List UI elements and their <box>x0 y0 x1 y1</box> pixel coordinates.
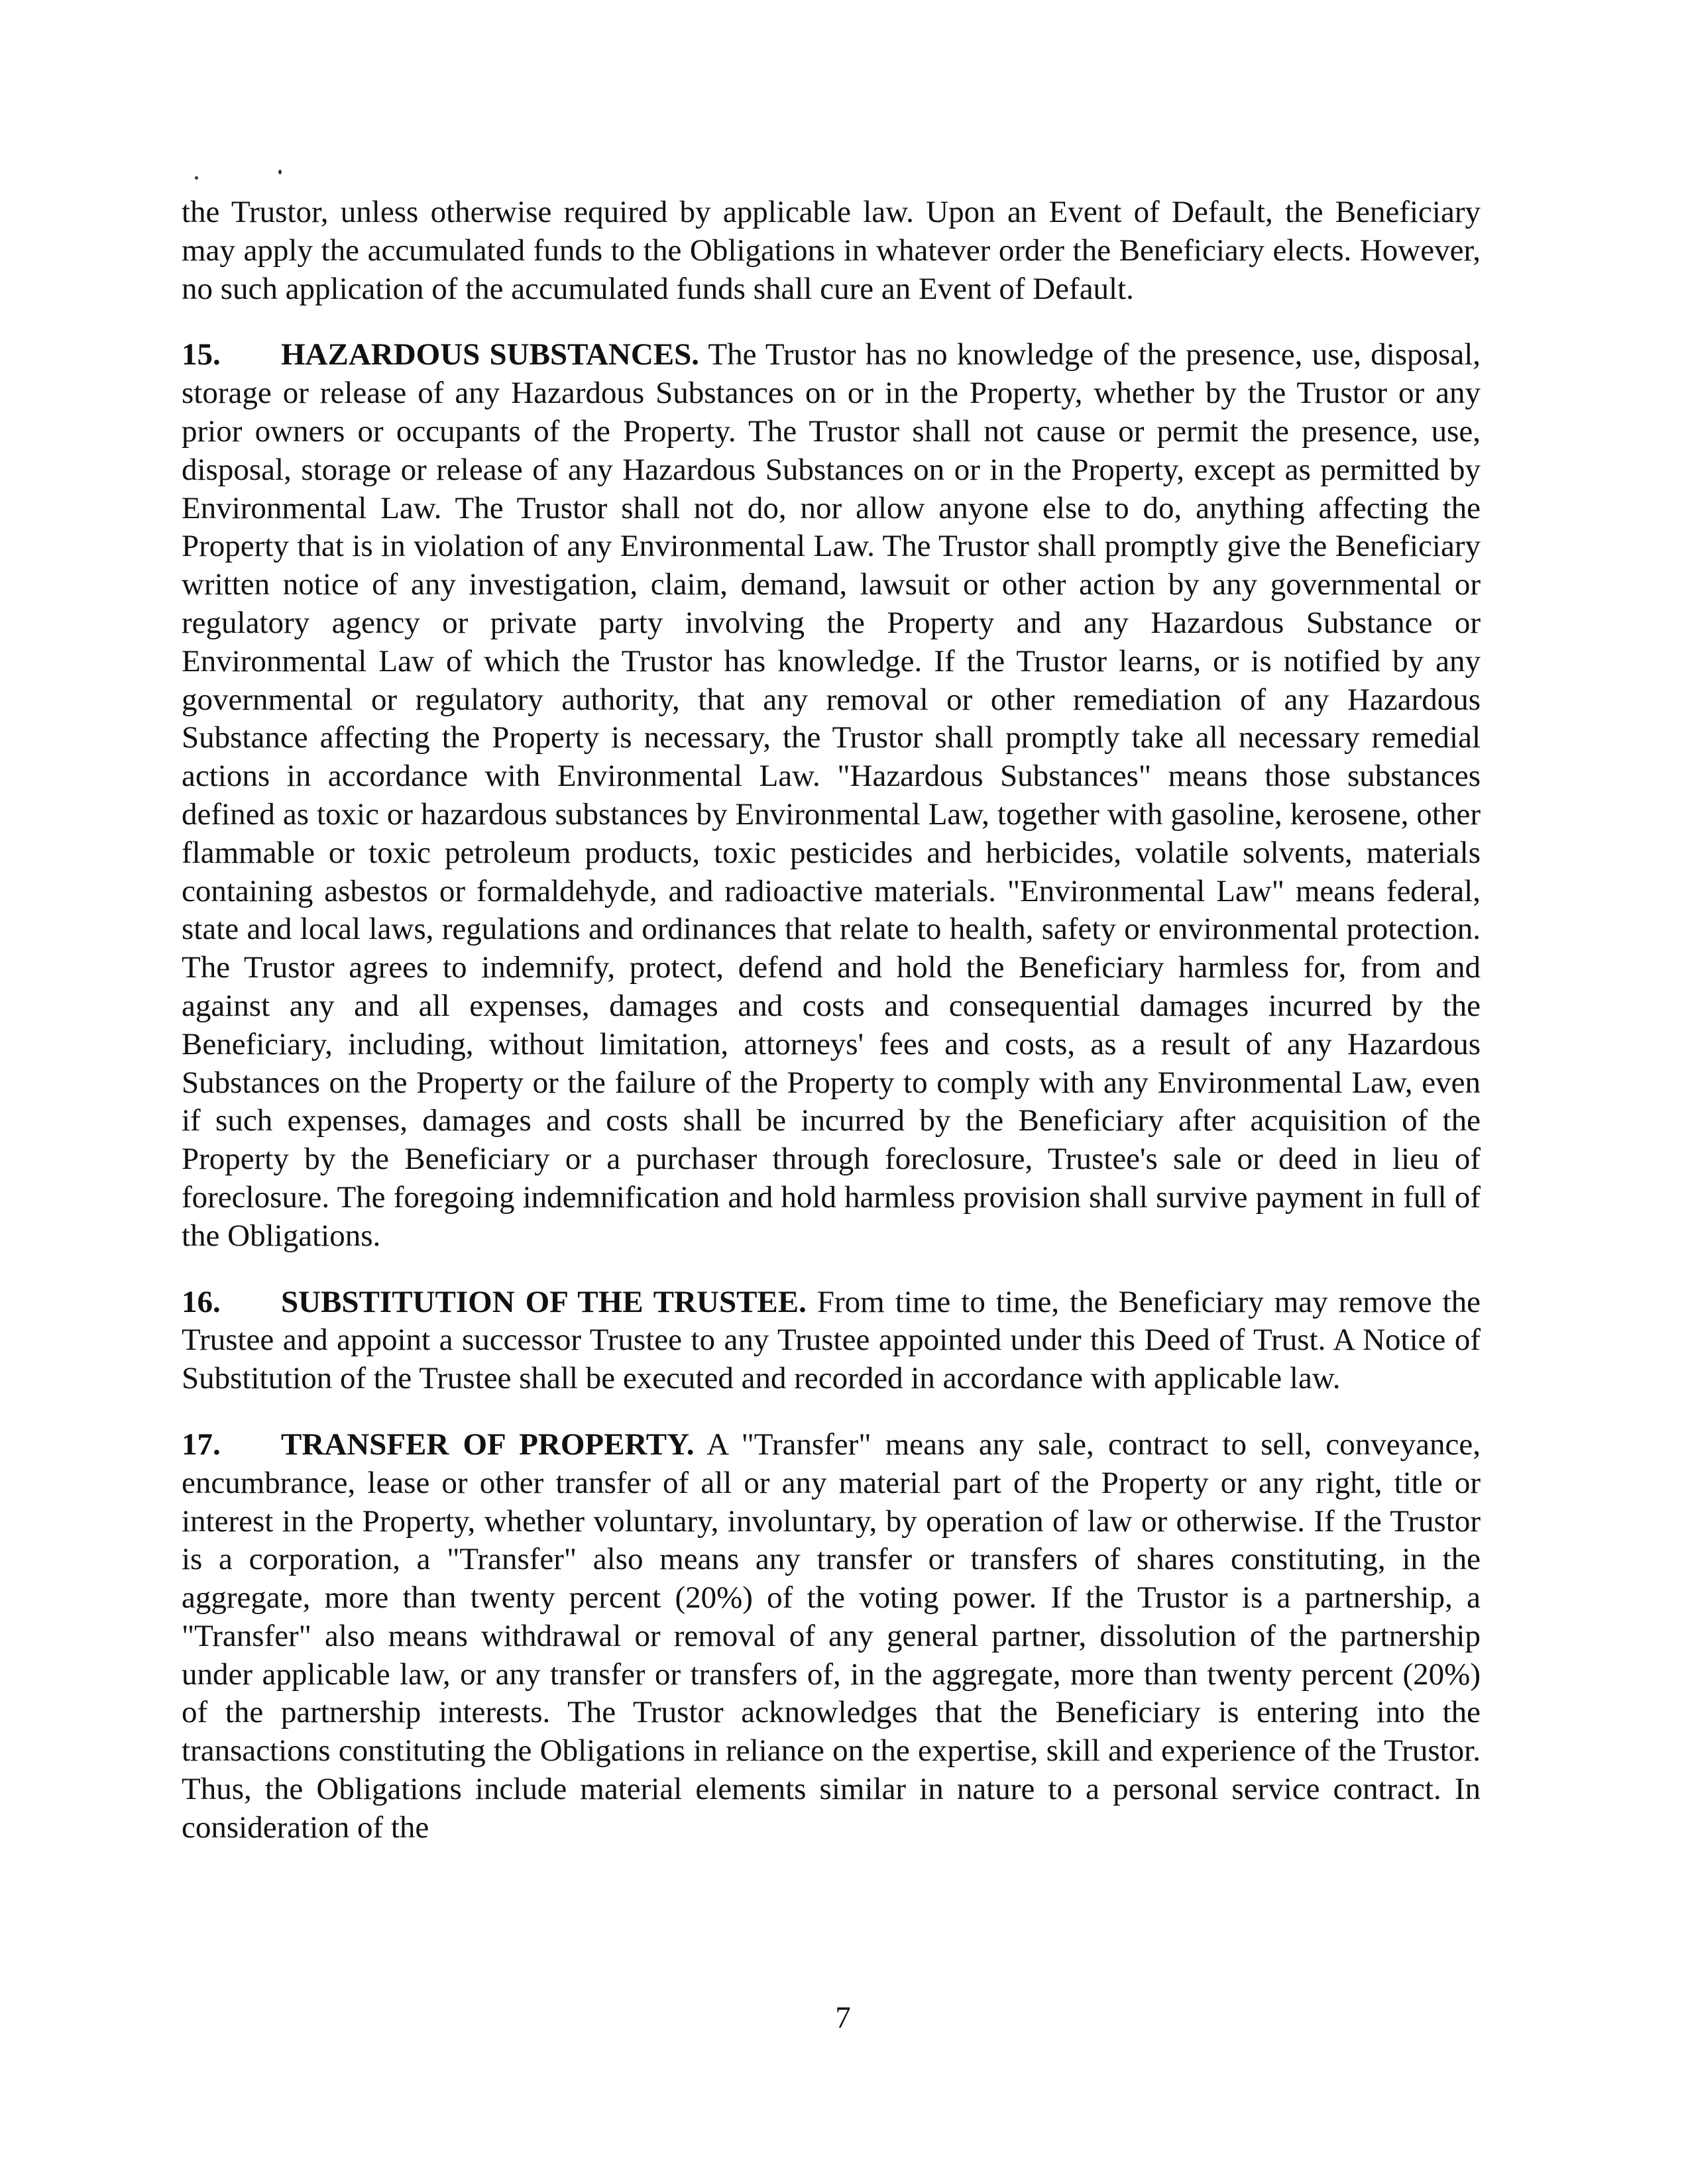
section-16 <box>182 1283 1481 1398</box>
page-number: 7 <box>835 2000 851 2035</box>
section-16-text: From time to time, the Beneficiary may remove the Trustee and appoint a successor Trustee to any Trustee appointed under this Deed of Trust. A Notice of Substitution of the Trustee shall be executed and recorded in accordance with applicable law. <box>182 1284 1481 1396</box>
section-15-number: 15. <box>182 337 221 372</box>
section-16-number: 16. <box>182 1284 221 1319</box>
section-17-text: A "Transfer" means any sale, contract to sell, conveyance, encumbrance, lease or other transfer of all or any material part of the Property or any right, title or interest in the Property, whether voluntary, involuntary, by operation of law or otherwise. If the Trustor is a corporation, a "Transfer" also means any transfer or transfers of shares constituting, in the aggregate, more than twenty percent (20%) of the voting power. If the Trustor is a partnership, a "Transfer" also means withdrawal or removal of any general partner, dissolution of the partnership under applicable law, or any transfer or transfers of, in the aggregate, more than twenty percent (20%) of the partnership interests. The Trustor acknowledges that the Beneficiary is entering into the transactions constituting the Obligations in reliance on the expertise, skill and experience of the Trustor. Thus, the Obligations include material elements similar in nature to a personal service contract. In consideration of the <box>182 1427 1481 1845</box>
continuation-paragraph: the Trustor, unless otherwise required by applicable law. Upon an Event of Default, the Beneficiary may apply the accumulated funds to the Obligations in whatever order the Beneficiary elects. However, no such application of the accumulated funds shall cure an Event of Default. <box>182 195 1481 306</box>
section-17-number: 17. <box>182 1427 221 1462</box>
section-15 <box>182 336 1481 1255</box>
section-16-title: SUBSTITUTION OF THE TRUSTEE. <box>281 1284 807 1319</box>
section-15-text: The Trustor has no knowledge of the presence, use, disposal, storage or release of any Hazardous Substances on or in the Property, whether by the Trustor or any prior owners or occupants of the Property. The Trustor shall not cause or permit the presence, use, disposal, storage or release of any Hazardous Substances on or in the Property, except as permitted by Environmental Law. The Trustor shall not do, nor allow anyone else to do, anything affecting the Property that is in violation of any Environmental Law. The Trustor shall promptly give the Beneficiary written notice of any investigation, claim, demand, lawsuit or other action by any governmental or regulatory agency or private party involving the Property and any Hazardous Substance or Environmental Law of which the Trustor has knowledge. If the Trustor learns, or is notified by any governmental or regulatory authority, that any removal or other remediation of any Hazardous Substance affecting the Property is necessary, the Trustor shall promptly take all necessary remedial actions in accordance with Environmental Law. "Hazardous Substances" means those substances defined as toxic or hazardous substances by Environmental Law, together with gasoline, kerosene, other flammable or toxic petroleum products, toxic pesticides and herbicides, volatile solvents, materials containing asbestos or formaldehyde, and radioactive materials. "Environmental Law" means federal, state and local laws, regulations and ordinances that relate to health, safety or environmental protection. The Trustor agrees to indemnify, protect, defend and hold the Beneficiary harmless for, from and against any and all expenses, damages and costs and consequential damages incurred by the Beneficiary, including, without limitation, attorneys' fees and costs, as a result of any Hazardous Substances on the Property or the failure of the Property to comply with any Environmental Law, even if such expenses, damages and costs shall be incurred by the Beneficiary after acquisition of the Property by the Beneficiary or a purchaser through foreclosure, Trustee's sale or deed in lieu of foreclosure. The foregoing indemnification and hold harmless provision shall survive payment in full of the Obligations. <box>182 337 1481 1253</box>
section-17-title: TRANSFER OF PROPERTY. <box>281 1427 695 1462</box>
scan-speck <box>278 170 282 174</box>
document-body <box>182 193 1481 1875</box>
section-15-title: HAZARDOUS SUBSTANCES. <box>281 337 700 372</box>
scan-speck <box>195 176 198 180</box>
scan-specks <box>192 164 298 184</box>
section-17 <box>182 1426 1481 1847</box>
